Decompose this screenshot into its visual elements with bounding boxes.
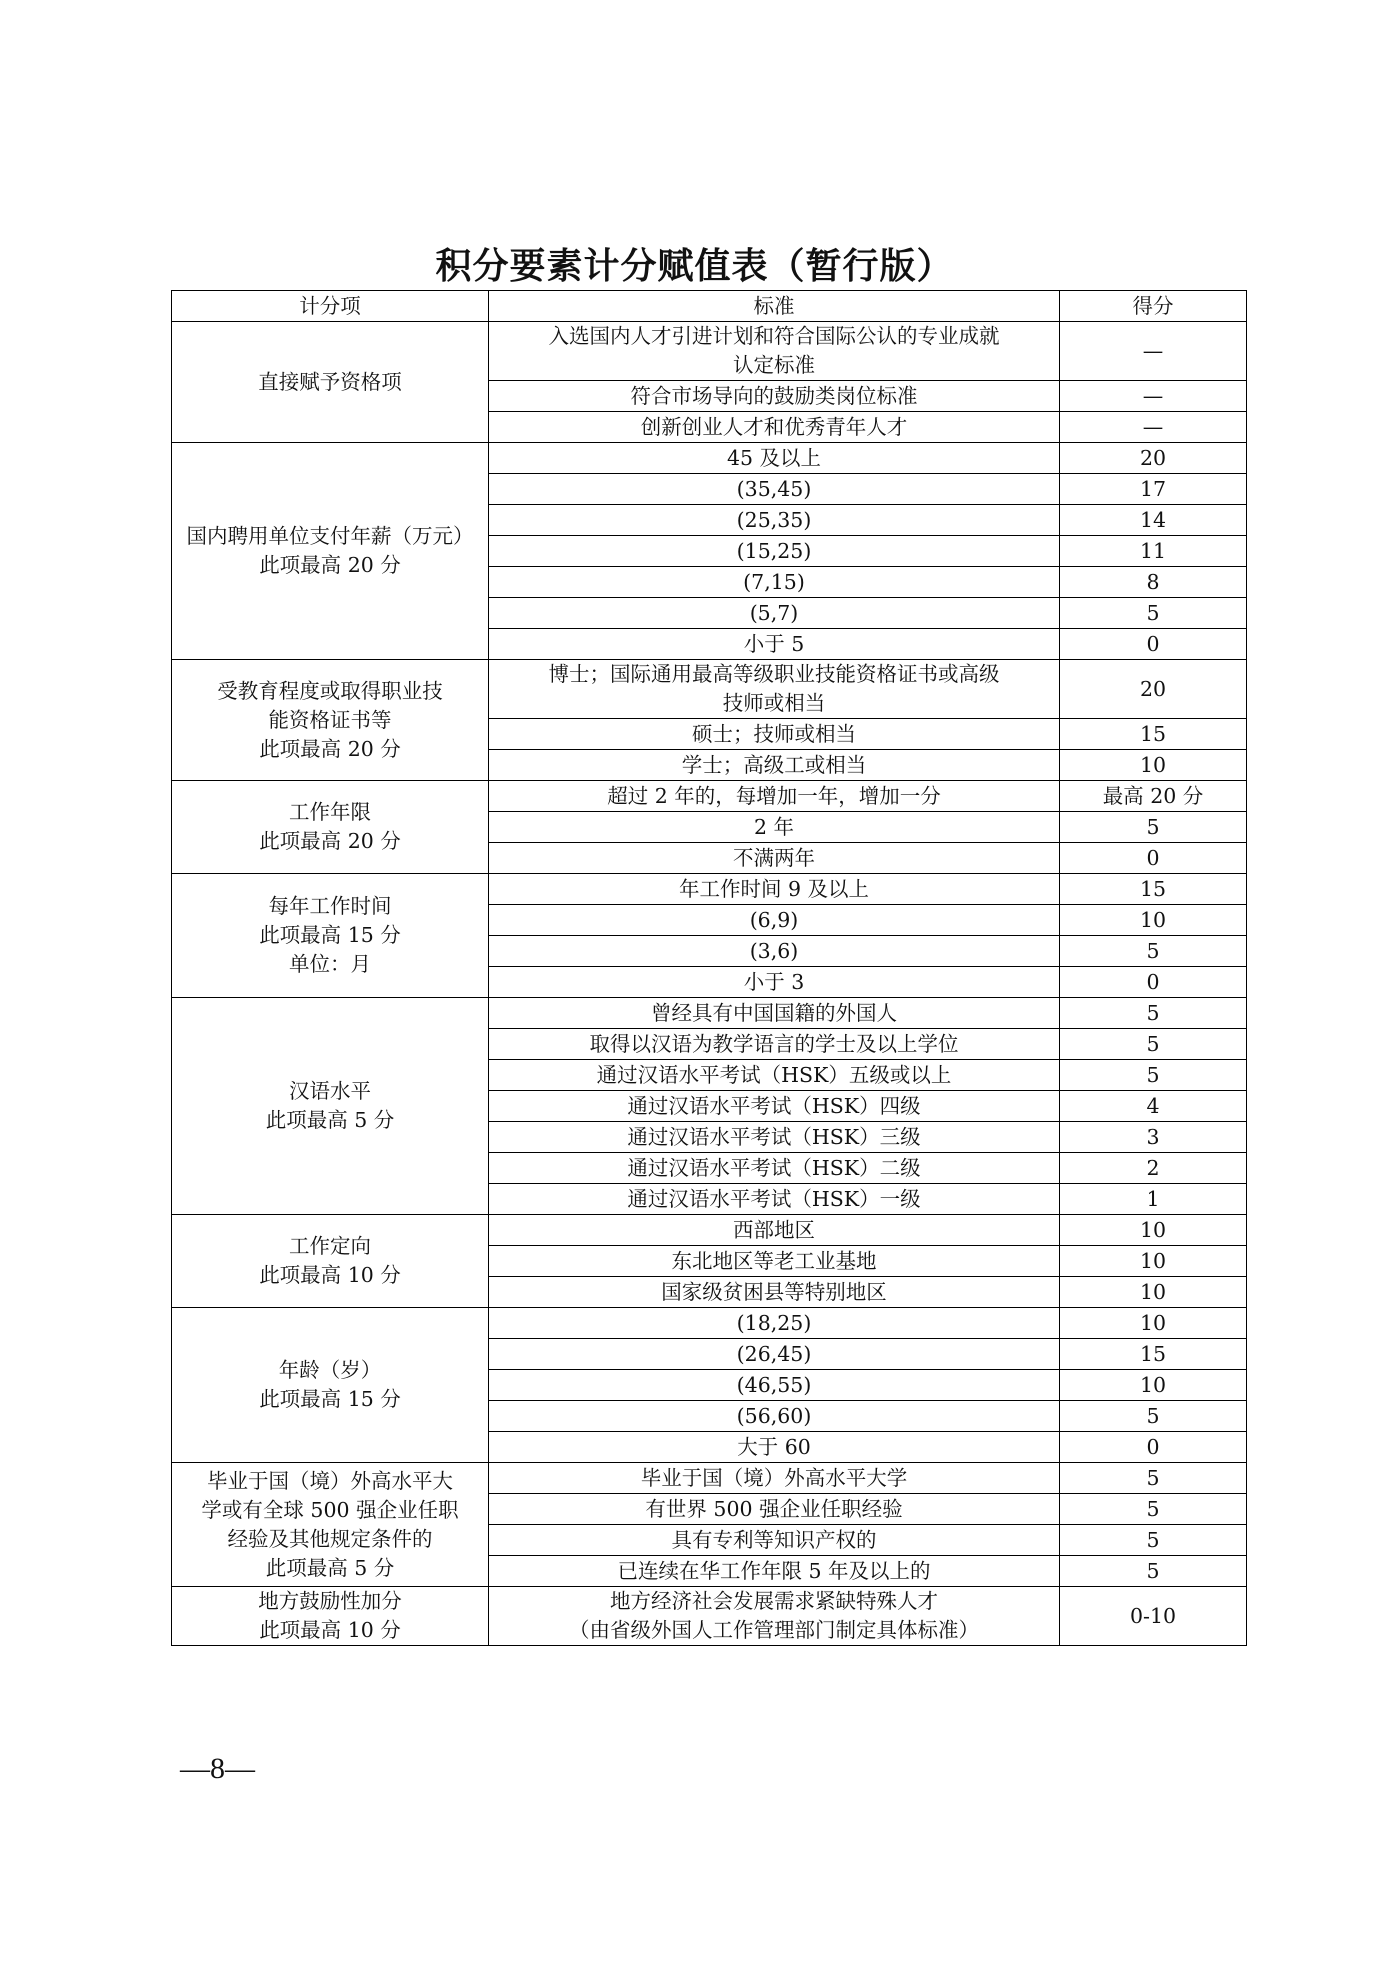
standard-line: (56,60) — [736, 1403, 812, 1428]
item-cell — [172, 874, 489, 998]
standard-cell — [489, 998, 1060, 1029]
standard-line: (5,7) — [749, 600, 799, 625]
standard-cell — [489, 936, 1060, 967]
table-row — [172, 1308, 1247, 1339]
standard-cell — [489, 1184, 1060, 1215]
item-cell — [172, 998, 489, 1215]
item-line: 工作定向 — [289, 1234, 371, 1258]
score-cell: 14 — [1060, 505, 1247, 536]
score-cell: 5 — [1060, 1525, 1247, 1556]
score-cell: 0-10 — [1060, 1587, 1247, 1646]
score-cell: 1 — [1060, 1184, 1247, 1215]
score-cell: — — [1060, 322, 1247, 381]
item-line: 此项最高 5 分 — [265, 1555, 395, 1580]
item-line: 此项最高 20 分 — [259, 736, 401, 761]
standard-line: (35,45) — [736, 476, 812, 501]
standard-line: 曾经具有中国国籍的外国人 — [651, 1000, 897, 1025]
score-cell: 5 — [1060, 812, 1247, 843]
item-line: 此项最高 20 分 — [259, 553, 401, 577]
standard-cell — [489, 1463, 1060, 1494]
score-cell: 5 — [1060, 936, 1247, 967]
standard-line: 通过汉语水平考试（HSK）一级 — [627, 1186, 921, 1211]
standard-line: 已连续在华工作年限 5 年及以上的 — [617, 1558, 931, 1583]
standard-cell — [489, 1525, 1060, 1556]
item-line: 汉语水平 — [289, 1079, 371, 1103]
standard-line: 西部地区 — [733, 1217, 815, 1242]
score-cell: — — [1060, 412, 1247, 443]
standard-line: 通过汉语水平考试（HSK）三级 — [627, 1124, 921, 1149]
standard-cell — [489, 1060, 1060, 1091]
standard-line: 东北地区等老工业基地 — [671, 1248, 877, 1273]
table-row — [172, 998, 1247, 1029]
standard-line: (26,45) — [736, 1341, 812, 1366]
score-cell: 5 — [1060, 1494, 1247, 1525]
standard-line: 地方经济社会发展需求紧缺特殊人才 — [610, 1589, 938, 1613]
standard-line: 通过汉语水平考试（HSK）五级或以上 — [596, 1062, 952, 1087]
standard-cell — [489, 322, 1060, 381]
item-line: 能资格证书等 — [268, 707, 392, 732]
page-number: —8— — [180, 1752, 255, 1785]
standard-line: 有世界 500 强企业任职经验 — [645, 1496, 903, 1521]
standard-line: 45 及以上 — [726, 445, 822, 470]
standard-line: 技师或相当 — [722, 691, 826, 715]
standard-cell — [489, 1432, 1060, 1463]
item-line: 学或有全球 500 强企业任职 — [201, 1497, 459, 1522]
standard-cell — [489, 1277, 1060, 1308]
standard-cell — [489, 629, 1060, 660]
standard-cell — [489, 905, 1060, 936]
standard-cell — [489, 505, 1060, 536]
header-score: 得分 — [1060, 291, 1247, 322]
score-cell: 5 — [1060, 1556, 1247, 1587]
page-title: 积分要素计分赋值表（暂行版） — [435, 245, 954, 287]
standard-cell — [489, 1308, 1060, 1339]
header-item: 计分项 — [172, 291, 489, 322]
score-cell: 5 — [1060, 998, 1247, 1029]
score-cell: 10 — [1060, 1370, 1247, 1401]
score-cell: 10 — [1060, 1308, 1247, 1339]
score-cell: 5 — [1060, 598, 1247, 629]
score-cell: 0 — [1060, 843, 1247, 874]
standard-cell — [489, 412, 1060, 443]
standard-cell — [489, 1029, 1060, 1060]
standard-cell — [489, 843, 1060, 874]
score-cell: 10 — [1060, 750, 1247, 781]
standard-line: (15,25) — [736, 538, 812, 563]
header-standard: 标准 — [489, 291, 1060, 322]
standard-cell — [489, 1246, 1060, 1277]
item-cell — [172, 781, 489, 874]
score-cell: 8 — [1060, 567, 1247, 598]
standard-line: 毕业于国（境）外高水平大学 — [640, 1465, 908, 1490]
standard-line: 超过 2 年的，每增加一年，增加一分 — [607, 783, 941, 808]
standard-line: 年工作时间 9 及以上 — [678, 876, 870, 901]
item-line: 年龄（岁） — [278, 1358, 382, 1382]
standard-line: （由省级外国人工作管理部门制定具体标准） — [569, 1618, 979, 1642]
standard-line: (6,9) — [749, 907, 799, 932]
score-cell: 15 — [1060, 1339, 1247, 1370]
scoring-table — [171, 290, 1247, 1646]
standard-cell — [489, 536, 1060, 567]
standard-line: 小于 3 — [743, 969, 805, 994]
score-cell: 4 — [1060, 1091, 1247, 1122]
standard-line: 通过汉语水平考试（HSK）四级 — [627, 1093, 921, 1118]
standard-cell — [489, 719, 1060, 750]
standard-cell — [489, 1215, 1060, 1246]
standard-line: 不满两年 — [733, 845, 815, 870]
table-header-row — [172, 291, 1247, 322]
item-line: 毕业于国（境）外高水平大 — [207, 1468, 453, 1493]
score-cell: 3 — [1060, 1122, 1247, 1153]
standard-line: 入选国内人才引进计划和符合国际公认的专业成就 — [548, 324, 1000, 348]
standard-cell — [489, 443, 1060, 474]
score-cell: 15 — [1060, 874, 1247, 905]
standard-cell — [489, 1153, 1060, 1184]
standard-cell — [489, 567, 1060, 598]
standard-line: (25,35) — [736, 507, 812, 532]
table-row — [172, 1463, 1247, 1494]
standard-line: 大于 60 — [737, 1434, 811, 1459]
table-row — [172, 443, 1247, 474]
score-cell: 5 — [1060, 1401, 1247, 1432]
standard-cell — [489, 1370, 1060, 1401]
score-cell: 17 — [1060, 474, 1247, 505]
item-line: 地方鼓励性加分 — [258, 1589, 402, 1613]
item-line: 此项最高 15 分 — [259, 923, 401, 947]
standard-line: 学士；高级工或相当 — [681, 752, 867, 777]
item-cell — [172, 322, 489, 443]
standard-cell — [489, 1587, 1060, 1646]
standard-cell — [489, 660, 1060, 719]
score-cell: 10 — [1060, 1277, 1247, 1308]
item-line: 国内聘用单位支付年薪（万元） — [186, 524, 474, 548]
item-line: 此项最高 5 分 — [265, 1108, 395, 1132]
item-line: 受教育程度或取得职业技 — [217, 678, 443, 703]
table-row — [172, 1587, 1247, 1646]
standard-cell — [489, 381, 1060, 412]
item-line: 此项最高 10 分 — [259, 1618, 401, 1642]
standard-cell — [489, 474, 1060, 505]
standard-cell — [489, 781, 1060, 812]
score-cell: 20 — [1060, 660, 1247, 719]
standard-cell — [489, 967, 1060, 998]
standard-cell — [489, 874, 1060, 905]
score-cell: 0 — [1060, 1432, 1247, 1463]
table-row — [172, 874, 1247, 905]
standard-cell — [489, 1339, 1060, 1370]
item-line: 单位：月 — [289, 952, 371, 976]
standard-line: 认定标准 — [733, 353, 815, 377]
table-row — [172, 781, 1247, 812]
item-cell — [172, 660, 489, 781]
score-cell: 5 — [1060, 1463, 1247, 1494]
standard-cell — [489, 1556, 1060, 1587]
standard-line: 小于 5 — [743, 631, 805, 656]
item-cell — [172, 1215, 489, 1308]
table-row — [172, 660, 1247, 719]
score-cell: 最高 20 分 — [1060, 781, 1247, 812]
score-cell: 10 — [1060, 1246, 1247, 1277]
standard-line: 取得以汉语为教学语言的学士及以上学位 — [589, 1031, 959, 1056]
item-line: 工作年限 — [289, 800, 371, 824]
standard-cell — [489, 750, 1060, 781]
score-cell: — — [1060, 381, 1247, 412]
standard-line: 创新创业人才和优秀青年人才 — [640, 414, 908, 439]
item-cell — [172, 1308, 489, 1463]
standard-line: (46,55) — [736, 1372, 812, 1397]
standard-cell — [489, 598, 1060, 629]
table-row — [172, 1215, 1247, 1246]
standard-cell — [489, 1494, 1060, 1525]
item-line: 经验及其他规定条件的 — [227, 1526, 433, 1551]
standard-line: 通过汉语水平考试（HSK）二级 — [627, 1155, 921, 1180]
item-cell — [172, 443, 489, 660]
score-cell: 10 — [1060, 905, 1247, 936]
standard-line: 硕士；技师或相当 — [692, 721, 856, 746]
score-cell: 20 — [1060, 443, 1247, 474]
item-cell — [172, 1463, 489, 1587]
item-line: 此项最高 20 分 — [259, 829, 401, 853]
standard-line: 符合市场导向的鼓励类岗位标准 — [630, 383, 918, 408]
score-cell: 10 — [1060, 1215, 1247, 1246]
standard-line: (3,6) — [749, 938, 799, 963]
standard-line: 国家级贫困县等特别地区 — [661, 1279, 887, 1304]
item-line: 每年工作时间 — [268, 894, 392, 918]
standard-line: 博士；国际通用最高等级职业技能资格证书或高级 — [548, 662, 1000, 686]
standard-cell — [489, 812, 1060, 843]
standard-line: (18,25) — [736, 1310, 812, 1335]
item-cell — [172, 1587, 489, 1646]
standard-cell — [489, 1401, 1060, 1432]
standard-cell — [489, 1091, 1060, 1122]
standard-line: (7,15) — [743, 569, 805, 594]
table-row — [172, 322, 1247, 381]
score-cell: 0 — [1060, 967, 1247, 998]
table-body — [172, 322, 1247, 1646]
score-cell: 5 — [1060, 1060, 1247, 1091]
item-line: 直接赋予资格项 — [258, 369, 402, 394]
standard-line: 2 年 — [753, 814, 795, 839]
standard-cell — [489, 1122, 1060, 1153]
score-cell: 15 — [1060, 719, 1247, 750]
item-line: 此项最高 10 分 — [259, 1263, 401, 1287]
score-cell: 5 — [1060, 1029, 1247, 1060]
score-cell: 0 — [1060, 629, 1247, 660]
score-cell: 11 — [1060, 536, 1247, 567]
score-cell: 2 — [1060, 1153, 1247, 1184]
item-line: 此项最高 15 分 — [259, 1387, 401, 1411]
standard-line: 具有专利等知识产权的 — [671, 1527, 877, 1552]
